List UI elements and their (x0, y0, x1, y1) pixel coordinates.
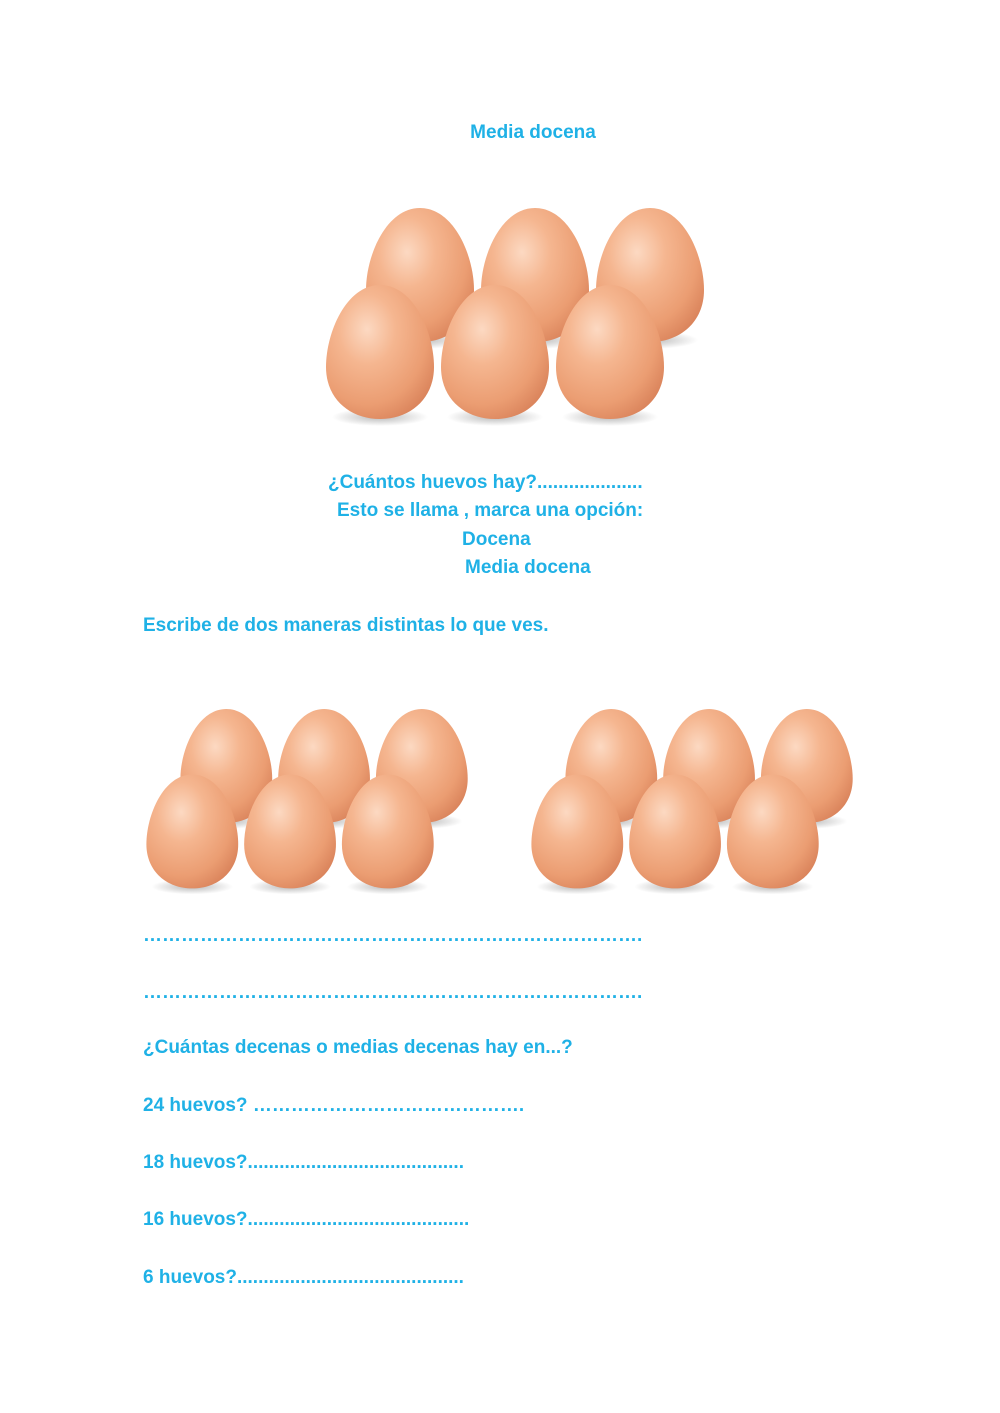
option-docena[interactable]: Docena (462, 529, 531, 550)
egg-group-right (528, 700, 868, 900)
egg-group-left (143, 700, 483, 900)
option-media-docena[interactable]: Media docena (465, 557, 591, 578)
decenas-question: ¿Cuántas decenas o medias decenas hay en...? (143, 1037, 573, 1058)
egg-group-half-dozen (322, 200, 722, 430)
count-question: ¿Cuántos huevos hay?.................... (328, 472, 643, 493)
answer-line-2[interactable]: ……………………………………………………………………. (143, 982, 643, 1003)
exercise-heading: Escribe de dos maneras distintas lo que ves. (143, 615, 549, 636)
item-18-huevos[interactable]: 18 huevos?......................................... (143, 1152, 464, 1173)
page-title: Media docena (470, 122, 596, 143)
item-6-huevos[interactable]: 6 huevos?........................................... (143, 1267, 464, 1288)
item-24-huevos[interactable]: 24 huevos? ……………………………………. (143, 1095, 525, 1116)
choice-instruction: Esto se llama , marca una opción: (337, 500, 644, 521)
answer-line-1[interactable]: ……………………………………………………………………. (143, 925, 643, 946)
item-16-huevos[interactable]: 16 huevos?.......................................... (143, 1209, 470, 1230)
